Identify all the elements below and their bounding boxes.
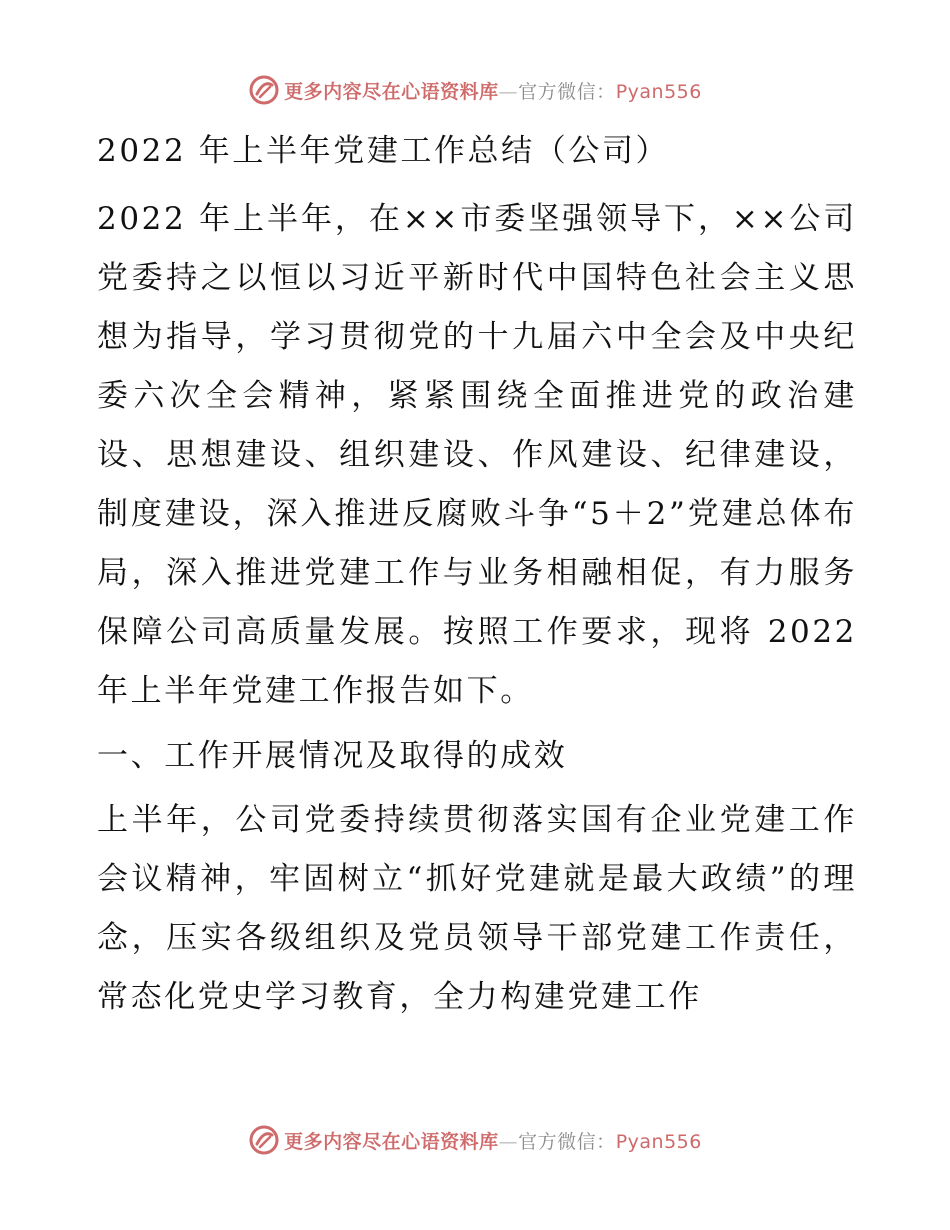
section-heading-1: 一、工作开展情况及取得的成效 — [97, 738, 568, 774]
watermark-label: 官方微信： — [518, 1130, 616, 1153]
document-title: 2022 年上半年党建工作总结（公司） — [97, 133, 670, 169]
watermark-logo-icon — [248, 1124, 280, 1156]
watermark-dash: — — [498, 1130, 519, 1153]
watermark-wechat-id: Pyan556 — [615, 1130, 702, 1153]
watermark-main-text: 更多内容尽在心语资料库 — [284, 1130, 499, 1153]
watermark-wechat-id: Pyan556 — [615, 80, 702, 103]
watermark-text — [284, 77, 702, 104]
watermark-dash: — — [498, 80, 519, 103]
document-body — [97, 122, 857, 1027]
watermark-banner-top — [0, 70, 950, 110]
paragraph-section-1: 上半年，公司党委持续贯彻落实国有企业党建工作会议精神，牢固树立“抓好党建就是最大政绩”的理念，压实各级组织及党员领导干部党建工作责任，常态化党史学习教育，全力构建党建工作 — [97, 802, 857, 1015]
watermark-label: 官方微信： — [518, 80, 616, 103]
watermark-text — [284, 1127, 702, 1154]
watermark-logo-icon — [248, 74, 280, 106]
paragraph-intro: 2022 年上半年，在××市委坚强领导下，××公司党委持之以恒以习近平新时代中国特色社会主义思想为指导，学习贯彻党的十九届六中全会及中央纪委六次全会精神，紧紧围绕全面推进党的政治建设、思想建设、组织建设、作风建设、纪律建设，制度建设，深入推进反腐败斗争“5＋2”党建总体布局，深入推进党建工作与业务相融相促，有力服务保障公司高质量发展。按照工作要求，现将 2022 年上半年党建工作报告如下。 — [97, 201, 857, 709]
watermark-banner-bottom — [0, 1120, 950, 1160]
watermark-main-text: 更多内容尽在心语资料库 — [284, 80, 499, 103]
